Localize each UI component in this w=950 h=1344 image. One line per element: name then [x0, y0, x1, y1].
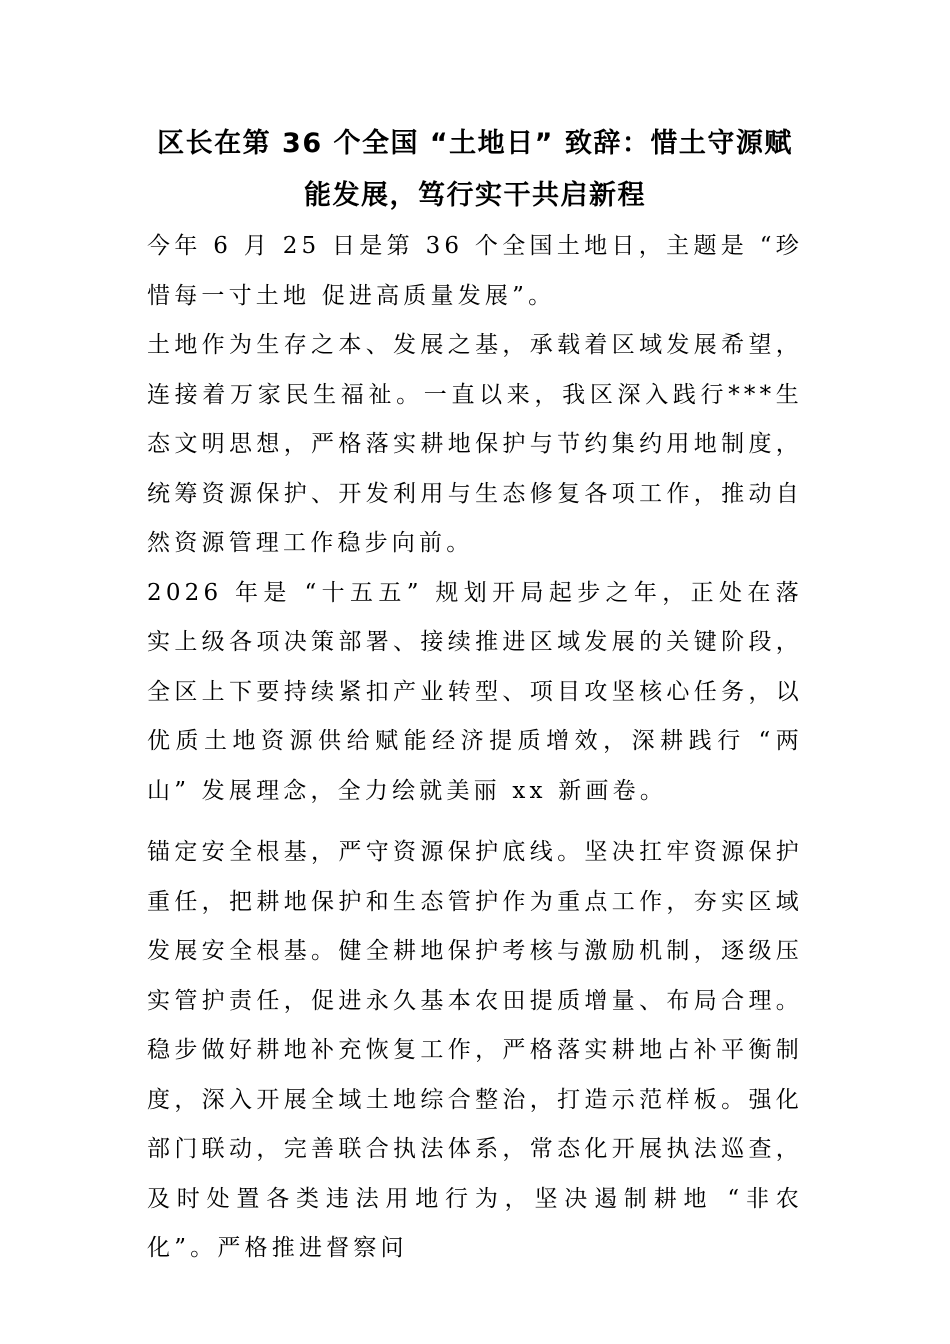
document-page: [147, 118, 803, 1274]
paragraph-resource-protection: 锚定安全根基，严守资源保护底线。坚决扛牢资源保护重任，把耕地保护和生态管护作为重点工作，夯实区域发展安全根基。健全耕地保护考核与激励机制，逐级压实管护责任，促进永久基本农田提质增量、布局合理。稳步做好耕地补充恢复工作，严格落实耕地占补平衡制度，深入开展全域土地综合整治，打造示范样板。强化部门联动，完善联合执法体系，常态化开展执法巡查，及时处置各类违法用地行为，坚决遏制耕地 “非农化”。严格推进督察问: [147, 839, 803, 1261]
paragraph-land-day-theme: 今年 6 月 25 日是第 36 个全国土地日，主题是 “珍惜每一寸土地 促进高质量发展”。: [147, 233, 803, 309]
paragraph-land-foundation: 土地作为生存之本、发展之基，承载着区域发展希望，连接着万家民生福祉。一直以来，我区深入践行***生态文明思想，严格落实耕地保护与节约集约用地制度，统筹资源保护、开发利用与生态修复各项工作，推动自然资源管理工作稳步向前。: [147, 332, 803, 556]
paragraph-2026-plan: 2026 年是 “十五五” 规划开局起步之年，正处在落实上级各项决策部署、接续推进区域发展的关键阶段，全区上下要持续紧扣产业转型、项目攻坚核心任务，以优质土地资源供给赋能经济提质增效，深耕践行 “两山” 发展理念，全力绘就美丽 xx 新画卷。: [147, 579, 803, 804]
document-title: 区长在第 36 个全国 “土地日” 致辞：惜土守源赋能发展，笃行实干共启新程: [157, 128, 793, 211]
